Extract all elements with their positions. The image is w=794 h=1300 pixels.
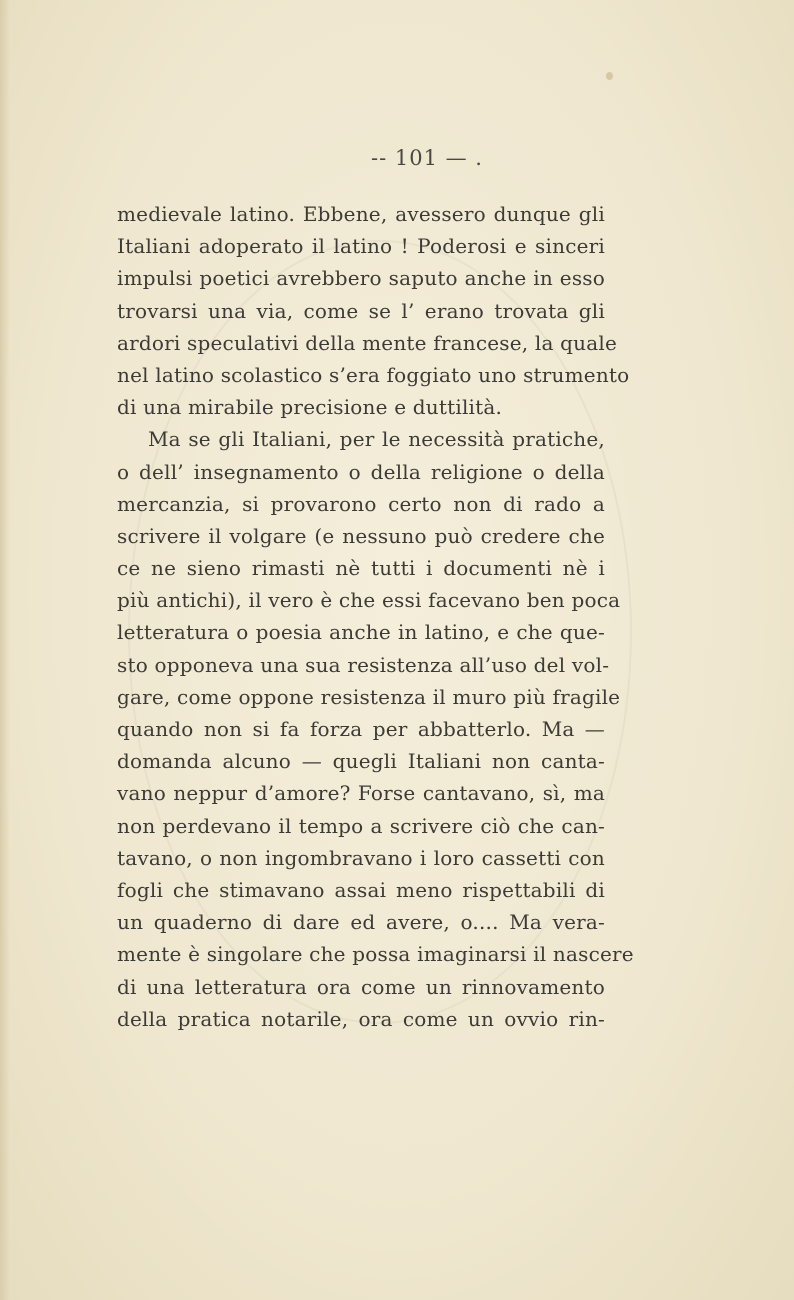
text-line: della pratica notarile, ora come un ovvio rin- — [117, 1006, 605, 1031]
text-line: o dell’ insegnamento o della religione o della — [117, 459, 605, 484]
text-line: tavano, o non ingombravano i loro cassetti con — [117, 845, 605, 870]
paragraph-first-line: Ma se gli Italiani, per le necessità pratiche, — [148, 427, 605, 452]
text-line: ardori speculativi della mente francese, la quale — [117, 330, 617, 355]
page-edge-shadow — [0, 0, 10, 1300]
running-head — [0, 146, 794, 170]
paper-stain — [606, 72, 613, 80]
body-text — [117, 198, 634, 1035]
text-line: scrivere il volgare (e nessuno può credere che — [117, 523, 605, 548]
text-line: impulsi poetici avrebbero saputo anche in esso — [117, 266, 605, 291]
text-line: vano neppur d’amore? Forse cantavano, sì, ma — [117, 781, 605, 806]
text-line: di una mirabile precisione e duttilità. — [117, 395, 503, 420]
text-line: medievale latino. Ebbene, avessero dunque gli — [117, 202, 605, 226]
text-line: ce ne sieno rimasti nè tutti i documenti nè i — [117, 556, 605, 581]
text-line: nel latino scolastico s’era foggiato uno strumento — [117, 362, 630, 387]
text-line: trovarsi una via, come se l’ erano trovata gli — [117, 298, 605, 323]
text-line: di una letteratura ora come un rinnovamento — [117, 974, 605, 999]
text-line: domanda alcuno — quegli Italiani non canta- — [117, 749, 605, 774]
text-line: più antichi), il vero è che essi facevano ben poca — [117, 588, 621, 613]
text-line: letteratura o poesia anche in latino, e che que- — [117, 620, 605, 645]
text-line: un quaderno di dare ed avere, o.... Ma vera- — [117, 910, 605, 935]
text-line: Italiani adoperato il latino ! Poderosi e sinceri — [117, 234, 605, 259]
text-line: non perdevano il tempo a scrivere ciò che can- — [117, 813, 605, 838]
text-line: gare, come oppone resistenza il muro più fragile — [117, 684, 621, 709]
text-line: quando non si fa forza per abbatterlo. Ma — — [117, 717, 605, 741]
text-line: mercanzia, si provarono certo non di rado a — [117, 491, 605, 516]
text-line: sto opponeva una sua resistenza all’uso del vol- — [117, 652, 610, 677]
text-line: fogli che stimavano assai meno rispettabili di — [117, 877, 605, 902]
text-line: mente è singolare che possa imaginarsi il nascere — [117, 942, 634, 967]
page-number: -- 101 — . — [371, 146, 483, 170]
